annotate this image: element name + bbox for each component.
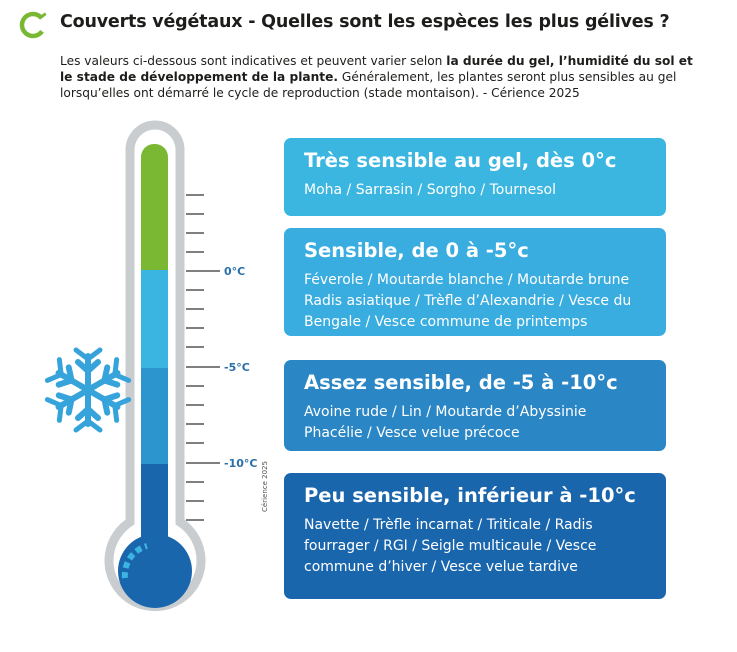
- intro-text: [60, 53, 700, 101]
- card-species: Féverole / Moutarde blanche / Moutarde brune Radis asiatique / Trèfle d’Alexandrie / Vesce du Bengale / Vesce commune de printemps: [304, 272, 632, 330]
- copyright-note: Cérience 2025: [261, 461, 269, 512]
- card-low-sensitive: [284, 473, 666, 599]
- snowflake-icon: [47, 350, 128, 430]
- scale-ticks: [186, 195, 220, 520]
- card-title: Sensible, de 0 à -5°c: [304, 239, 529, 262]
- intro-part1: Les valeurs ci-dessous sont indicatives et peuvent varier selon: [60, 54, 447, 68]
- card-very-sensitive: [284, 138, 666, 216]
- thermometer-bulb: [118, 534, 192, 608]
- dark-blue-segment: [141, 464, 168, 544]
- page-title: Couverts végétaux - Quelles sont les espèces les plus gélives ?: [60, 12, 670, 32]
- card-title: Peu sensible, inférieur à -10°c: [304, 484, 636, 507]
- card-fairly-sensitive: [284, 360, 666, 451]
- card-title: Assez sensible, de -5 à -10°c: [304, 371, 618, 394]
- intro-bold: la durée du gel, l’humidité du sol et le stade de développement de la plante.: [60, 54, 693, 84]
- cerience-logo: [18, 10, 48, 40]
- card-species: Avoine rude / Lin / Moutarde d’Abyssinie Phacélie / Vesce velue précoce: [304, 404, 587, 441]
- green-segment-fill: [141, 158, 168, 270]
- snowflake-mask: [128, 340, 132, 440]
- card-sensitive: [284, 228, 666, 336]
- light-blue-segment: [141, 270, 168, 368]
- card-species: Moha / Sarrasin / Sorgho / Tournesol: [304, 182, 556, 198]
- label-0c: 0°C: [224, 265, 246, 278]
- card-title: Très sensible au gel, dès 0°c: [304, 149, 617, 172]
- mid-blue-segment: [141, 368, 168, 464]
- intro-part2: Généralement, les plantes seront plus sensibles au gel lorsqu’elles ont démarré le cycle de reproduction (stade montaison). - Cérience 2025: [60, 70, 677, 100]
- label-minus5c: -5°C: [224, 361, 250, 374]
- label-minus10c: -10°C: [224, 457, 258, 470]
- card-species: Navette / Trèfle incarnat / Triticale / Radis fourrager / RGI / Seigle multicaule / Vesce commune d’hiver / Vesce velue tardive: [304, 517, 597, 575]
